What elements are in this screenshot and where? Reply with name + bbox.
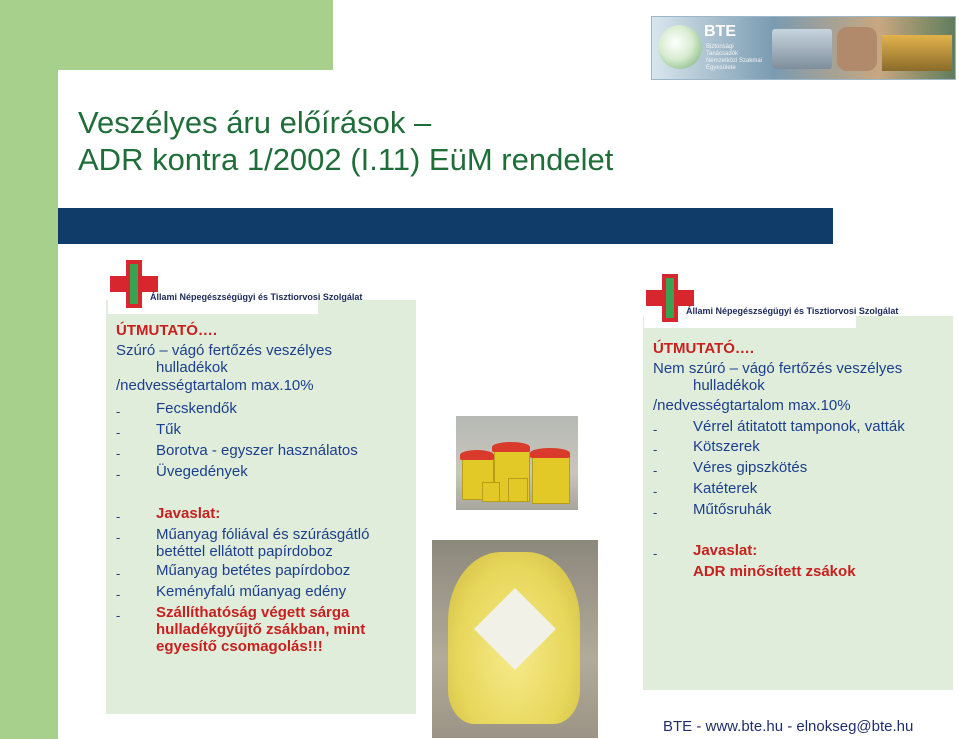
left-item-1: Fecskendők — [156, 400, 237, 417]
dash: - — [653, 505, 658, 520]
right-item-4: Katéterek — [693, 480, 758, 497]
dash: - — [116, 608, 121, 623]
left-heading: ÚTMUTATÓ…. — [116, 322, 218, 339]
left-line-3: /nedvességtartalom max.10% — [116, 377, 314, 394]
bte-logo — [651, 16, 956, 80]
right-item-1: Vérrel átitatott tamponok, vatták — [693, 418, 905, 435]
right-item-2: Kötszerek — [693, 438, 760, 455]
dash: - — [116, 587, 121, 602]
title-line-1: Veszélyes áru előírások – — [78, 105, 432, 140]
dash: - — [116, 425, 121, 440]
truck-image — [772, 29, 832, 69]
right-line-1: Nem szúró – vágó fertőzés veszélyes — [653, 360, 903, 377]
bte-road-icon — [658, 25, 702, 69]
left-item-3: Borotva - egyszer használatos — [156, 442, 358, 459]
right-line-3: /nedvességtartalom max.10% — [653, 397, 851, 414]
dash: - — [653, 463, 658, 478]
dash: - — [116, 509, 121, 524]
dash: - — [653, 546, 658, 561]
left-bold-1: Szállíthatóság végett sárga — [156, 604, 350, 621]
left-item-4: Üvegedények — [156, 463, 248, 480]
left-proposal-1a: Műanyag fóliával és szúrásgátló — [156, 526, 370, 543]
yellow-waste-bag-photo — [432, 540, 598, 738]
right-proposal-label: Javaslat: — [693, 542, 758, 559]
antsz-logo-left — [108, 258, 363, 314]
antsz-logo-text: Állami Népegészségügyi és Tisztiorvosi Szolgálat — [686, 306, 899, 316]
title-line-2: ADR kontra 1/2002 (I.11) EüM rendelet — [78, 142, 614, 177]
dash: - — [116, 467, 121, 482]
right-heading: ÚTMUTATÓ…. — [653, 340, 755, 357]
dash: - — [116, 566, 121, 581]
train-image — [882, 35, 952, 71]
right-proposal-value: ADR minősített zsákok — [693, 563, 856, 580]
left-proposal-label: Javaslat: — [156, 505, 221, 522]
antsz-logo-right — [644, 272, 899, 328]
title-divider-bar — [58, 208, 833, 244]
decorative-green-block-side — [0, 0, 58, 739]
dash: - — [653, 484, 658, 499]
dash: - — [116, 404, 121, 419]
left-line-2: hulladékok — [156, 359, 228, 376]
dash: - — [116, 530, 121, 545]
bte-subtitle: Biztonsági Tanácsadók Nemzetközi Szakmai Egyesülete — [706, 44, 763, 71]
left-line-1: Szúró – vágó fertőzés veszélyes — [116, 342, 332, 359]
sharps-containers-photo — [456, 416, 578, 510]
left-proposal-2: Műanyag betétes papírdoboz — [156, 562, 351, 579]
left-bold-2: hulladékgyűjtő zsákban, mint — [156, 621, 366, 638]
page-title — [78, 104, 613, 178]
right-item-3: Véres gipszkötés — [693, 459, 808, 476]
bte-brand: BTE — [704, 23, 736, 40]
footer-contact: BTE - www.bte.hu - elnokseg@bte.hu — [663, 718, 914, 735]
right-item-5: Műtősruhák — [693, 501, 772, 518]
dash: - — [653, 422, 658, 437]
dash: - — [116, 446, 121, 461]
left-proposal-1b: betéttel ellátott papírdoboz — [156, 543, 333, 560]
left-proposal-3: Keményfalú műanyag edény — [156, 583, 347, 600]
right-line-2: hulladékok — [693, 377, 765, 394]
left-item-2: Tűk — [156, 421, 182, 438]
dash: - — [653, 442, 658, 457]
left-bold-3: egyesítő csomagolás!!! — [156, 638, 323, 655]
antsz-logo-text: Állami Népegészségügyi és Tisztiorvosi Szolgálat — [150, 292, 363, 302]
handshake-image — [837, 27, 877, 71]
